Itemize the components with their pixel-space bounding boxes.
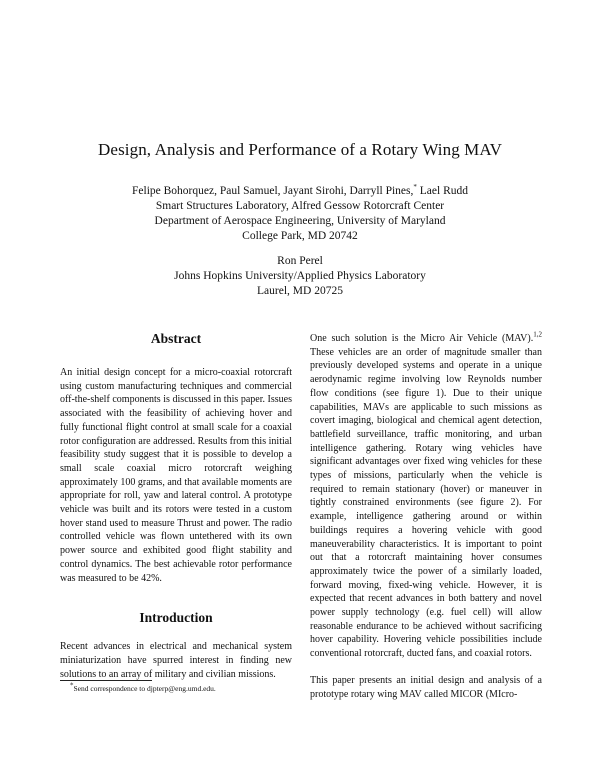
introduction-heading: Introduction xyxy=(139,610,213,626)
department-affiliation: Department of Aerospace Engineering, University of Maryland xyxy=(154,215,446,227)
author-name-2: Ron Perel xyxy=(277,255,323,267)
affiliation-2: Johns Hopkins University/Applied Physics Laboratory xyxy=(174,270,426,282)
left-column xyxy=(60,332,292,681)
correspondence-marker: * xyxy=(413,183,417,192)
author-names: Felipe Bohorquez, Paul Samuel, Jayant Sirohi, Darryll Pines,* Lael Rudd xyxy=(132,183,468,197)
address-1: College Park, MD 20742 xyxy=(242,230,358,242)
intro-paragraph-1: One such solution is the Micro Air Vehicle (MAV).$^{1,2}$ These vehicles are an order of magnitude smaller than previously developed systems and operate in a unique aerodynamic regime involving low Reynolds number flow conditions (see figure 1). Due to their unique capabilities, MAVs are applicable to such missions as covert imaging, biological and chemical agent detection, battlefield surveillance, traffic monitoring, and urban intelligence gathering. Rotary wing vehicles have significant advantages over fixed wing vehicles for these types of missions, particularly when the vehicle is required to remain stationary (hover) or maneuver in tightly constrained environments (see figure 2). For example, intelligence gathering around or within buildings requires a hovering vehicle with good maneuverability characteristics. It is important to point out that a rotorcraft maintaining hover consumes approximately twice the power of a similarly loaded, forward moving, fixed-wing vehicle. However, it is expected that recent advances in both battery and novel power supply technology (e.g. fuel cell) will allow reasonable endurance to be achieved without sacrificing hover capability. Hovering vehicle possibilities include conventional rotorcraft, ducted fans, and coaxial rotors. xyxy=(310,330,542,660)
footnote-rule xyxy=(60,680,152,681)
citation-refs: 1,2 xyxy=(533,330,542,339)
paper-title: Design, Analysis and Performance of a Rotary Wing MAV xyxy=(98,140,502,159)
author-affiliations xyxy=(0,184,600,299)
address-2: Laurel, MD 20725 xyxy=(257,285,343,297)
right-column xyxy=(310,332,542,701)
introduction-text: Recent advances in electrical and mechanical system miniaturization have spurred interest in finding new solutions to an array of military and civilian missions. xyxy=(60,641,292,680)
abstract-text: An initial design concept for a micro-coaxial rotorcraft using custom manufacturing techniques and commercial off-the-shelf components is discussed in this paper. Issues associated with the feasibility of achieving hover and fully functional flight control at small scale for a coaxial rotor configuration are addressed. Results from this initial feasibility study suggest that it is possible to develop a small scale coaxial micro rotorcraft weighing approximately 100 grams, and that available moments are appropriate for roll, yaw and lateral control. A prototype vehicle was built and its rotors were tested in a custom hover stand used to measure Thrust and power. The radio controlled vehicle was flown untethered with its own power source and exhibited good flight stability and control dynamics. The best achievable rotor performance was measured to be 42%. xyxy=(60,367,292,584)
footnote xyxy=(70,681,216,693)
intro-paragraph-2: This paper presents an initial design and analysis of a prototype rotary wing MAV called MICOR (MIcro- xyxy=(310,674,542,700)
abstract-heading: Abstract xyxy=(150,331,202,346)
footnote-marker: * xyxy=(70,681,74,690)
footnote-text: Send correspondence to djpterp@eng.umd.edu. xyxy=(73,684,216,693)
lab-affiliation: Smart Structures Laboratory, Alfred Gessow Rotorcraft Center xyxy=(155,200,445,212)
